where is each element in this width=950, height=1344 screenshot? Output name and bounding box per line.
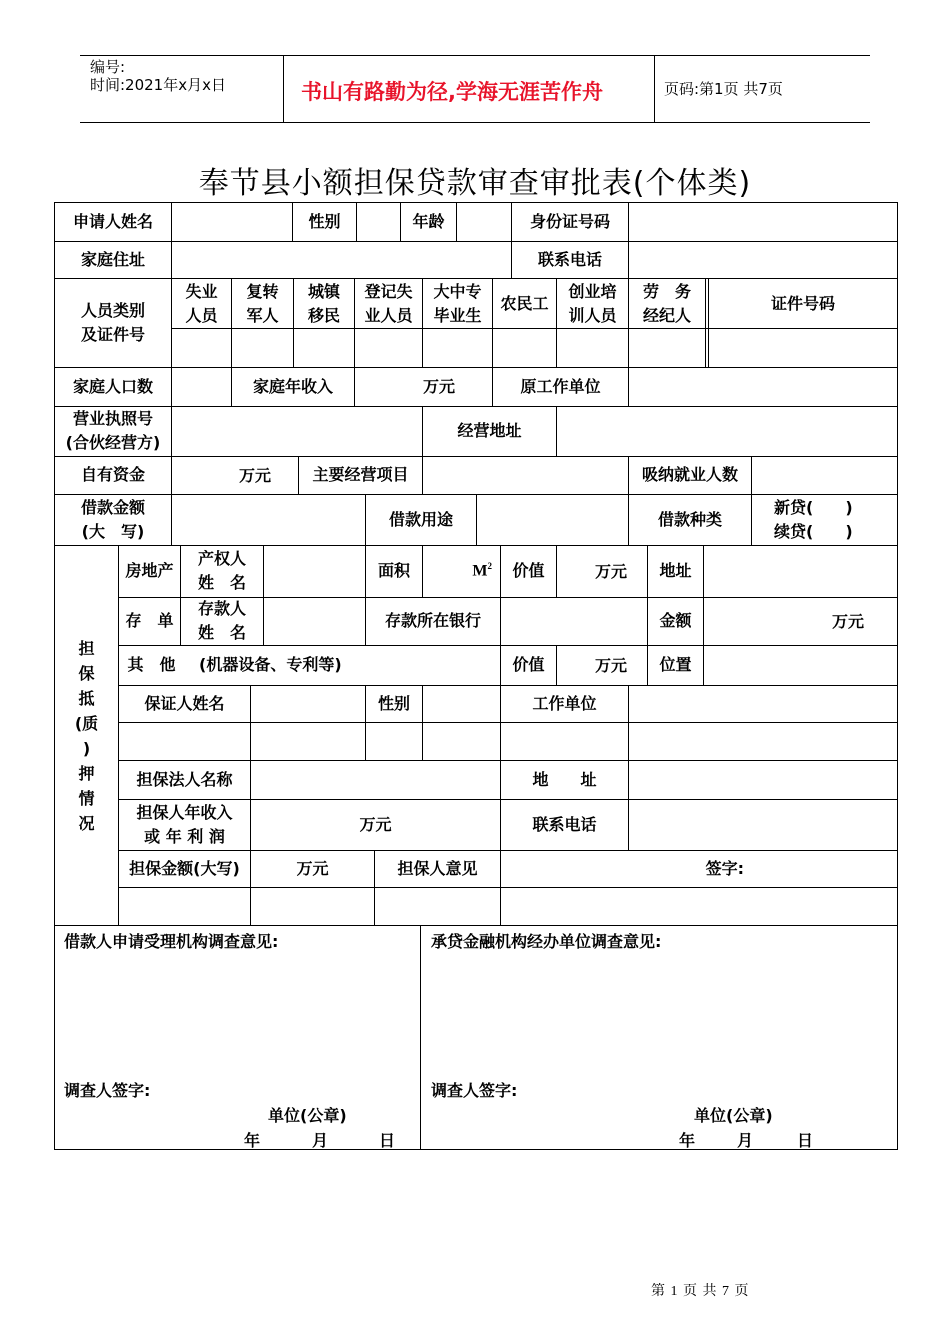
gender-label: 性别 bbox=[308, 211, 341, 231]
guarantor-row-field[interactable] bbox=[501, 723, 628, 760]
guarantee-char: 担 bbox=[78, 639, 95, 658]
deposit-bank-field[interactable] bbox=[501, 598, 647, 645]
business-address-field[interactable] bbox=[557, 407, 897, 456]
person-category-label-line2: 及证件号 bbox=[80, 324, 145, 344]
employees-absorbed-field[interactable] bbox=[752, 457, 897, 494]
real-estate-value-field[interactable] bbox=[557, 546, 647, 597]
guarantor-row-field[interactable] bbox=[423, 723, 500, 760]
guarantor-name-label: 保证人姓名 bbox=[144, 693, 225, 713]
guarantor-row-field[interactable] bbox=[119, 723, 250, 760]
form-title: 奉节县小额担保贷款审查审批表(个体类) bbox=[198, 166, 752, 201]
guarantor-address-field[interactable] bbox=[629, 761, 897, 799]
other-value-field[interactable] bbox=[557, 646, 647, 685]
own-funds-field[interactable] bbox=[172, 457, 298, 494]
loan-amount-label-line1: 借款金额 bbox=[80, 497, 145, 517]
document-number-label: 编号: bbox=[90, 58, 126, 76]
age-label: 年龄 bbox=[412, 211, 445, 231]
real-estate-address-field[interactable] bbox=[704, 546, 897, 597]
phone-field[interactable] bbox=[629, 242, 897, 278]
category-checkbox[interactable] bbox=[629, 329, 705, 367]
opinion-right-field[interactable] bbox=[423, 955, 895, 1075]
category-label-line2: 人员 bbox=[185, 305, 218, 325]
investigator-sign-right: 调查人签字: bbox=[431, 1081, 518, 1100]
guarantor-income-unit: 万元 bbox=[359, 815, 392, 834]
category-urban-migrant bbox=[294, 279, 354, 328]
business-license-label-line1: 营业执照号 bbox=[72, 409, 153, 428]
opinion-right-label: 承贷金融机构经办单位调查意见: bbox=[431, 932, 662, 951]
loan-purpose-field[interactable] bbox=[477, 495, 628, 545]
day-right: 日 bbox=[797, 1131, 814, 1150]
year-left: 年 bbox=[244, 1131, 261, 1150]
guarantee-row-field[interactable] bbox=[501, 888, 897, 925]
opinion-left-field[interactable] bbox=[56, 955, 418, 1075]
loan-amount-label bbox=[55, 494, 171, 545]
phone-label: 联系电话 bbox=[537, 249, 602, 269]
unit-seal-left: 单位(公章) bbox=[268, 1106, 347, 1125]
id-number-field[interactable] bbox=[629, 203, 897, 241]
guarantee-amount-field[interactable] bbox=[251, 851, 374, 887]
category-label-line1: 创业培 bbox=[568, 281, 617, 301]
owner-name-label bbox=[181, 545, 263, 597]
category-migrant-worker bbox=[493, 279, 556, 328]
own-funds-unit: 万元 bbox=[238, 465, 271, 485]
category-checkbox[interactable] bbox=[493, 329, 556, 367]
guarantee-char: 况 bbox=[78, 814, 95, 833]
new-loan-checkbox[interactable]: 新贷( ) bbox=[774, 498, 853, 517]
guarantee-char: 抵 bbox=[78, 689, 95, 708]
home-address-field[interactable] bbox=[172, 242, 511, 278]
address-label: 地址 bbox=[659, 561, 692, 580]
deposit-bank-label: 存款所在银行 bbox=[384, 611, 481, 630]
renew-loan-checkbox[interactable]: 续贷( ) bbox=[774, 522, 853, 541]
amount-label: 金额 bbox=[659, 611, 692, 630]
real-estate-label: 房地产 bbox=[125, 561, 174, 580]
depositor-name-field[interactable] bbox=[264, 598, 365, 645]
month-left: 月 bbox=[312, 1131, 329, 1150]
area-unit-sup: 2 bbox=[487, 560, 492, 571]
other-value-unit: 万元 bbox=[594, 655, 627, 675]
guarantor-address-label: 地 址 bbox=[532, 769, 597, 789]
guarantee-row-field[interactable] bbox=[251, 888, 374, 925]
own-funds-label: 自有资金 bbox=[80, 465, 145, 484]
guarantee-row-field[interactable] bbox=[119, 888, 250, 925]
amount-unit: 万元 bbox=[831, 611, 864, 631]
area-unit-text: M bbox=[472, 562, 488, 580]
guarantor-name-field[interactable] bbox=[251, 686, 365, 722]
age-field[interactable] bbox=[457, 203, 511, 241]
page-indicator: 页码:第1页 共7页 bbox=[664, 80, 783, 98]
month-right: 月 bbox=[737, 1131, 754, 1150]
location-label: 位置 bbox=[659, 655, 692, 674]
workplace-label: 工作单位 bbox=[532, 693, 597, 713]
guarantor-legal-field[interactable] bbox=[251, 761, 500, 799]
guarantor-income-label-line2: 或 年 利 润 bbox=[144, 826, 225, 846]
guarantor-row-field[interactable] bbox=[251, 723, 365, 760]
motto: 书山有路勤为径,学海无涯苦作舟 bbox=[301, 80, 603, 104]
guarantee-char: ) bbox=[82, 739, 91, 758]
guarantor-phone-field[interactable] bbox=[629, 800, 897, 850]
day-left: 日 bbox=[379, 1131, 396, 1150]
category-labor-broker bbox=[629, 279, 705, 328]
main-business-field[interactable] bbox=[423, 457, 628, 494]
category-label-line1: 农民工 bbox=[500, 293, 549, 313]
guarantee-row-field[interactable] bbox=[375, 888, 500, 925]
category-label-line1: 复转 bbox=[246, 281, 279, 301]
owner-name-field[interactable] bbox=[264, 546, 365, 597]
guarantor-row-field[interactable] bbox=[629, 723, 897, 760]
employees-absorbed-label: 吸纳就业人数 bbox=[641, 465, 738, 484]
category-label-line2: 军人 bbox=[246, 305, 279, 325]
business-license-field[interactable] bbox=[172, 407, 422, 456]
area-label: 面积 bbox=[377, 561, 410, 580]
owner-name-label-line1: 产权人 bbox=[197, 549, 246, 568]
value-unit: 万元 bbox=[594, 561, 627, 581]
guarantor-gender-label: 性别 bbox=[377, 693, 410, 713]
category-entrepreneur-trainee bbox=[557, 279, 628, 328]
guarantor-row-field[interactable] bbox=[366, 723, 422, 760]
guarantor-income-label bbox=[119, 799, 250, 850]
category-registered-unemployed bbox=[355, 279, 422, 328]
guarantor-legal-label: 担保法人名称 bbox=[136, 769, 233, 789]
family-income-label: 家庭年收入 bbox=[252, 376, 333, 396]
value-label: 价值 bbox=[512, 561, 545, 580]
person-category-label bbox=[55, 278, 171, 367]
depositor-name-label-line2: 姓 名 bbox=[197, 623, 246, 642]
depositor-name-label bbox=[181, 597, 263, 645]
business-license-label bbox=[55, 406, 171, 456]
category-label-line2: 移民 bbox=[307, 305, 340, 325]
category-graduate bbox=[423, 279, 492, 328]
category-checkbox[interactable] bbox=[232, 329, 293, 367]
applicant-name-field[interactable] bbox=[172, 203, 292, 241]
guarantee-char: 押 bbox=[78, 764, 95, 783]
guarantee-section-label bbox=[55, 636, 118, 836]
guarantee-char: (质 bbox=[74, 714, 99, 733]
family-income-unit: 万元 bbox=[422, 377, 455, 396]
other-label: 其 他 bbox=[127, 655, 176, 674]
person-category-label-line1: 人员类别 bbox=[80, 300, 145, 320]
category-label-line1: 失业 bbox=[185, 281, 218, 301]
family-size-label: 家庭人口数 bbox=[72, 376, 153, 396]
guarantee-char: 保 bbox=[78, 664, 95, 683]
guarantor-opinion-label: 担保人意见 bbox=[397, 858, 478, 878]
guarantor-signature-field[interactable] bbox=[501, 851, 897, 887]
category-label-line1: 城镇 bbox=[307, 281, 340, 301]
opinion-left-label: 借款人申请受理机构调查意见: bbox=[64, 932, 279, 951]
document-time-label: 时间:2021年x月x日 bbox=[90, 76, 226, 94]
workplace-field[interactable] bbox=[629, 686, 897, 722]
deposit-amount-field[interactable] bbox=[704, 598, 897, 645]
guarantor-income-field[interactable] bbox=[251, 800, 500, 850]
other-value-label: 价值 bbox=[512, 655, 545, 674]
guarantee-char: 情 bbox=[78, 789, 95, 808]
guarantee-amount-label: 担保金额(大写) bbox=[129, 858, 240, 878]
category-label-line1: 劳 务 bbox=[642, 281, 691, 301]
applicant-name-label: 申请人姓名 bbox=[72, 211, 153, 231]
home-address-label: 家庭住址 bbox=[80, 249, 145, 269]
loan-amount-label-line2: (大 写) bbox=[81, 521, 145, 541]
year-right: 年 bbox=[679, 1131, 696, 1150]
investigator-sign-left: 调查人签字: bbox=[64, 1081, 151, 1100]
depositor-name-label-line1: 存款人 bbox=[197, 599, 246, 618]
category-label-line2: 毕业生 bbox=[433, 305, 482, 325]
loan-type-options bbox=[752, 495, 897, 545]
other-note: (机器设备、专利等) bbox=[199, 655, 342, 674]
guarantee-amount-unit: 万元 bbox=[296, 859, 329, 878]
original-employer-label: 原工作单位 bbox=[520, 376, 601, 396]
cert-number-field[interactable] bbox=[709, 329, 897, 367]
category-label-line1: 大中专 bbox=[433, 281, 482, 301]
category-veteran bbox=[232, 279, 293, 328]
category-checkbox[interactable] bbox=[294, 329, 354, 367]
cert-number-label: 证件号码 bbox=[770, 293, 835, 313]
location-field[interactable] bbox=[704, 646, 897, 685]
owner-name-label-line2: 姓 名 bbox=[197, 573, 246, 592]
gender-field[interactable] bbox=[357, 203, 400, 241]
guarantor-gender-field[interactable] bbox=[423, 686, 500, 722]
footer-page-number: 第 1 页 共 7 页 bbox=[651, 1284, 750, 1299]
original-employer-field[interactable] bbox=[629, 368, 897, 406]
category-label-line2: 训人员 bbox=[568, 305, 617, 325]
family-size-field[interactable] bbox=[172, 368, 231, 406]
category-label-line2: 业人员 bbox=[364, 305, 413, 325]
unit-seal-right: 单位(公章) bbox=[694, 1106, 773, 1125]
category-checkbox[interactable] bbox=[172, 329, 231, 367]
loan-type-label: 借款种类 bbox=[657, 509, 722, 529]
business-license-label-line2: (合伙经营方) bbox=[65, 433, 161, 452]
loan-purpose-label: 借款用途 bbox=[388, 509, 453, 529]
id-number-label: 身份证号码 bbox=[529, 211, 610, 231]
family-income-field[interactable] bbox=[355, 368, 492, 406]
loan-amount-field[interactable] bbox=[172, 495, 365, 545]
category-checkbox[interactable] bbox=[423, 329, 492, 367]
guarantor-phone-label: 联系电话 bbox=[532, 814, 597, 834]
category-checkbox[interactable] bbox=[355, 329, 422, 367]
area-field[interactable] bbox=[423, 546, 500, 597]
category-label-line1: 登记失 bbox=[364, 281, 413, 301]
guarantor-income-label-line1: 担保人年收入 bbox=[136, 802, 233, 822]
category-checkbox[interactable] bbox=[557, 329, 628, 367]
area-unit bbox=[472, 554, 492, 583]
category-unemployed bbox=[172, 279, 231, 328]
signature-label: 签字: bbox=[705, 859, 744, 878]
business-address-label: 经营地址 bbox=[457, 421, 522, 440]
deposit-label: 存 单 bbox=[125, 611, 174, 630]
main-business-label: 主要经营项目 bbox=[312, 465, 409, 484]
category-label-line2: 经纪人 bbox=[642, 305, 691, 325]
